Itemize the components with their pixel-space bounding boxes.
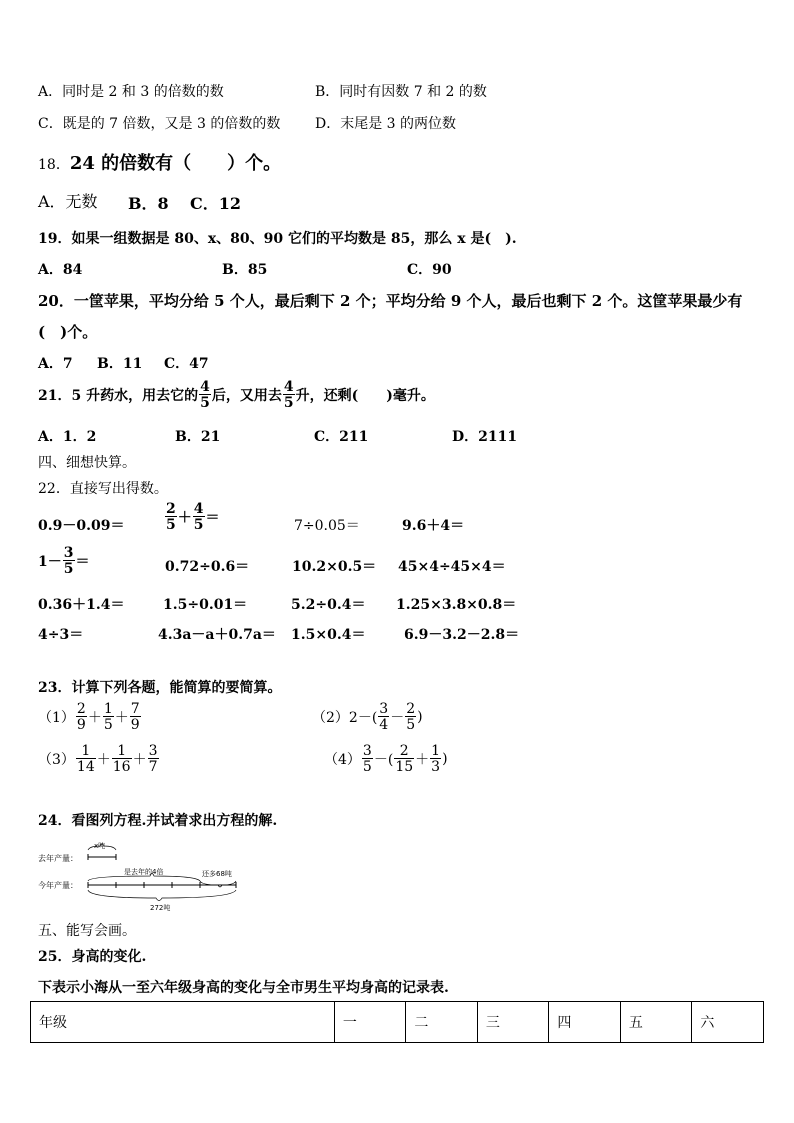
q21-fraction-1 (199, 380, 211, 410)
table-row (31, 1002, 764, 1043)
numerator: 1 (117, 743, 127, 759)
q20-stem-line2: ( )个。 (38, 323, 98, 341)
q22-stem: 22．直接写出得数。 (38, 481, 168, 497)
numerator: 7 (130, 701, 140, 717)
fraction (394, 744, 414, 774)
prefix: 2－( (348, 710, 378, 726)
table-header-cell: 三 (477, 1002, 549, 1043)
q21-option-b: B．21 (175, 429, 221, 445)
denominator: 9 (76, 717, 86, 733)
operator: ＋ (415, 752, 430, 768)
diagram-this-year-label: 今年产量： (38, 881, 78, 890)
fraction (63, 546, 75, 576)
numerator: 3 (379, 701, 389, 717)
q22-r4c4: 6.9－3.2－2.8＝ (404, 627, 520, 643)
table-header-cell: 一 (334, 1002, 406, 1043)
numerator: 2 (399, 743, 409, 759)
q22-r1c2 (164, 502, 220, 532)
q20-stem-line1: 20．一筐苹果，平均分给 5 个人，最后剩下 2 个；平均分给 9 个人，最后也剩下 2 个。这筐苹果最少有 (38, 292, 743, 310)
fraction (76, 702, 87, 732)
denominator: 15 (395, 759, 414, 775)
q21-stem-part1: 21．5 升药水，用去它的 (38, 388, 199, 404)
denominator: 5 (166, 517, 176, 533)
q20-option-b: B．11 (97, 356, 143, 372)
q22-r1c1: 0.9－0.09＝ (38, 518, 125, 534)
q17-option-a: A．同时是 2 和 3 的倍数的数 (38, 84, 224, 100)
q23-expr-1 (38, 702, 142, 732)
q21-stem-part2: 后，又用去 (211, 388, 282, 404)
fraction (165, 502, 177, 532)
numerator: 3 (63, 545, 74, 561)
q19-option-a: A．84 (38, 262, 83, 278)
operator: ＋ (114, 710, 129, 726)
equals: ＝ (205, 510, 220, 526)
q17-option-b: B．同时有因数 7 和 2 的数 (315, 84, 487, 100)
denominator: 4 (379, 717, 389, 733)
numerator: 2 (406, 701, 416, 717)
label: （1） (38, 710, 75, 726)
label: （3） (38, 752, 75, 768)
q18-stem: 24 的倍数有（ ）个。 (69, 153, 282, 174)
fraction (76, 744, 96, 774)
q22-r1c4: 9.6＋4＝ (402, 518, 465, 534)
numerator: 1 (103, 701, 113, 717)
q24-stem: 24．看图列方程.并试着求出方程的解. (38, 813, 278, 829)
q22-r2c1 (38, 546, 90, 576)
numerator: 4 (193, 501, 204, 517)
numerator: 4 (283, 379, 294, 395)
diagram-total-label: 272吨 (150, 904, 171, 912)
denominator: 5 (193, 517, 204, 533)
q22-r3c3: 5.2÷0.4＝ (291, 597, 366, 613)
suffix: ) (442, 751, 448, 767)
fraction (148, 744, 159, 774)
q19-option-c: C．90 (407, 262, 452, 278)
table-header-cell: 年级 (31, 1002, 335, 1043)
operator: ＋ (132, 752, 147, 768)
q22-r3c2: 1.5÷0.01＝ (163, 597, 248, 613)
diagram-last-year-label: 去年产量： (38, 854, 78, 863)
q22-r3c4: 1.25×3.8×0.8＝ (396, 597, 517, 613)
denominator: 5 (63, 561, 74, 577)
numerator: 2 (166, 501, 176, 517)
prefix: 1－ (38, 554, 62, 570)
operator: － (390, 710, 405, 726)
denominator: 5 (362, 759, 372, 775)
fraction (193, 502, 205, 532)
q19-option-b: B．85 (222, 262, 268, 278)
diagram-times-label: 是去年的4倍 (124, 868, 164, 876)
denominator: 5 (406, 717, 416, 733)
label: （4） (324, 752, 361, 768)
fraction (112, 744, 132, 774)
q22-r4c2: 4.3a－a＋0.7a＝ (158, 627, 276, 643)
numerator: 3 (362, 743, 372, 759)
numerator: 2 (76, 701, 86, 717)
q21-option-d: D．2111 (452, 429, 518, 445)
q22-r2c2: 0.72÷0.6＝ (165, 559, 250, 575)
table-header-cell: 五 (620, 1002, 692, 1043)
fraction (103, 702, 114, 732)
q23-expr-3 (38, 744, 160, 774)
numerator: 4 (200, 379, 210, 395)
q20-option-c: C．47 (164, 356, 209, 372)
prefix: －( (373, 752, 394, 768)
q22-r2c4: 45×4÷45×4＝ (398, 559, 506, 575)
fraction (405, 702, 416, 732)
section-4-title: 四、细想快算。 (38, 455, 136, 471)
q22-r1c3: 7÷0.05＝ (294, 518, 360, 534)
q21-stem (38, 380, 435, 410)
numerator: 3 (148, 743, 158, 759)
table-header-cell: 六 (692, 1002, 764, 1043)
fraction (362, 744, 373, 774)
q20-option-a: A．7 (38, 356, 73, 372)
suffix: ) (417, 709, 423, 725)
operator: ＋ (96, 752, 111, 768)
q25-description: 下表示小海从一至六年级身高的变化与全市男生平均身高的记录表. (38, 980, 449, 996)
fraction (430, 744, 441, 774)
more-brace (200, 881, 236, 887)
q17-option-c: C．既是的 7 倍数，又是 3 的倍数的数 (38, 116, 281, 132)
q23-expr-4 (324, 744, 448, 774)
q22-r4c1: 4÷3＝ (38, 627, 84, 643)
q21-fraction-2 (283, 380, 295, 410)
q24-line-diagram (38, 838, 248, 916)
diagram-more-label: 还多68吨 (202, 870, 232, 878)
numerator: 1 (431, 743, 441, 759)
fraction (130, 702, 141, 732)
diagram-x-label: x吨 (94, 842, 106, 850)
q18-option-a: A．无数 (38, 192, 98, 211)
denominator: 5 (200, 395, 210, 411)
denominator: 5 (103, 717, 113, 733)
q23-expr-2 (312, 702, 423, 732)
numerator: 1 (81, 743, 91, 759)
q22-r4c3: 1.5×0.4＝ (291, 627, 366, 643)
total-brace (88, 890, 236, 901)
q23-stem: 23．计算下列各题，能简算的要简算。 (38, 680, 282, 696)
q22-r2c3: 10.2×0.5＝ (292, 559, 377, 575)
q22-r3c1: 0.36＋1.4＝ (38, 597, 125, 613)
q18-question (38, 149, 281, 175)
q21-option-c: C．211 (314, 429, 369, 445)
denominator: 9 (130, 717, 140, 733)
denominator: 5 (283, 395, 294, 411)
q18-option-b: B．8 (128, 194, 169, 213)
q21-option-a: A．1．2 (38, 429, 97, 445)
table-header-cell: 四 (549, 1002, 621, 1043)
operator: ＋ (87, 710, 102, 726)
denominator: 3 (431, 759, 441, 775)
table-header-cell: 二 (406, 1002, 478, 1043)
denominator: 16 (112, 759, 131, 775)
q18-number: 18． (38, 157, 70, 173)
denominator: 14 (76, 759, 95, 775)
q19-stem: 19．如果一组数据是 80、x、80、90 它们的平均数是 85，那么 x 是( ). (38, 231, 517, 247)
label: （2） (312, 710, 349, 726)
q18-option-c: C．12 (190, 194, 242, 213)
q21-stem-part3: 升，还剩( )毫升。 (295, 388, 435, 404)
denominator: 7 (148, 759, 158, 775)
section-5-title: 五、能写会画。 (38, 923, 136, 939)
q25-stem: 25．身高的变化. (38, 949, 147, 965)
height-record-table (30, 1001, 764, 1043)
fraction (378, 702, 389, 732)
operator: ＋ (177, 510, 192, 526)
q17-option-d: D．末尾是 3 的两位数 (315, 116, 457, 132)
equals: ＝ (75, 554, 90, 570)
